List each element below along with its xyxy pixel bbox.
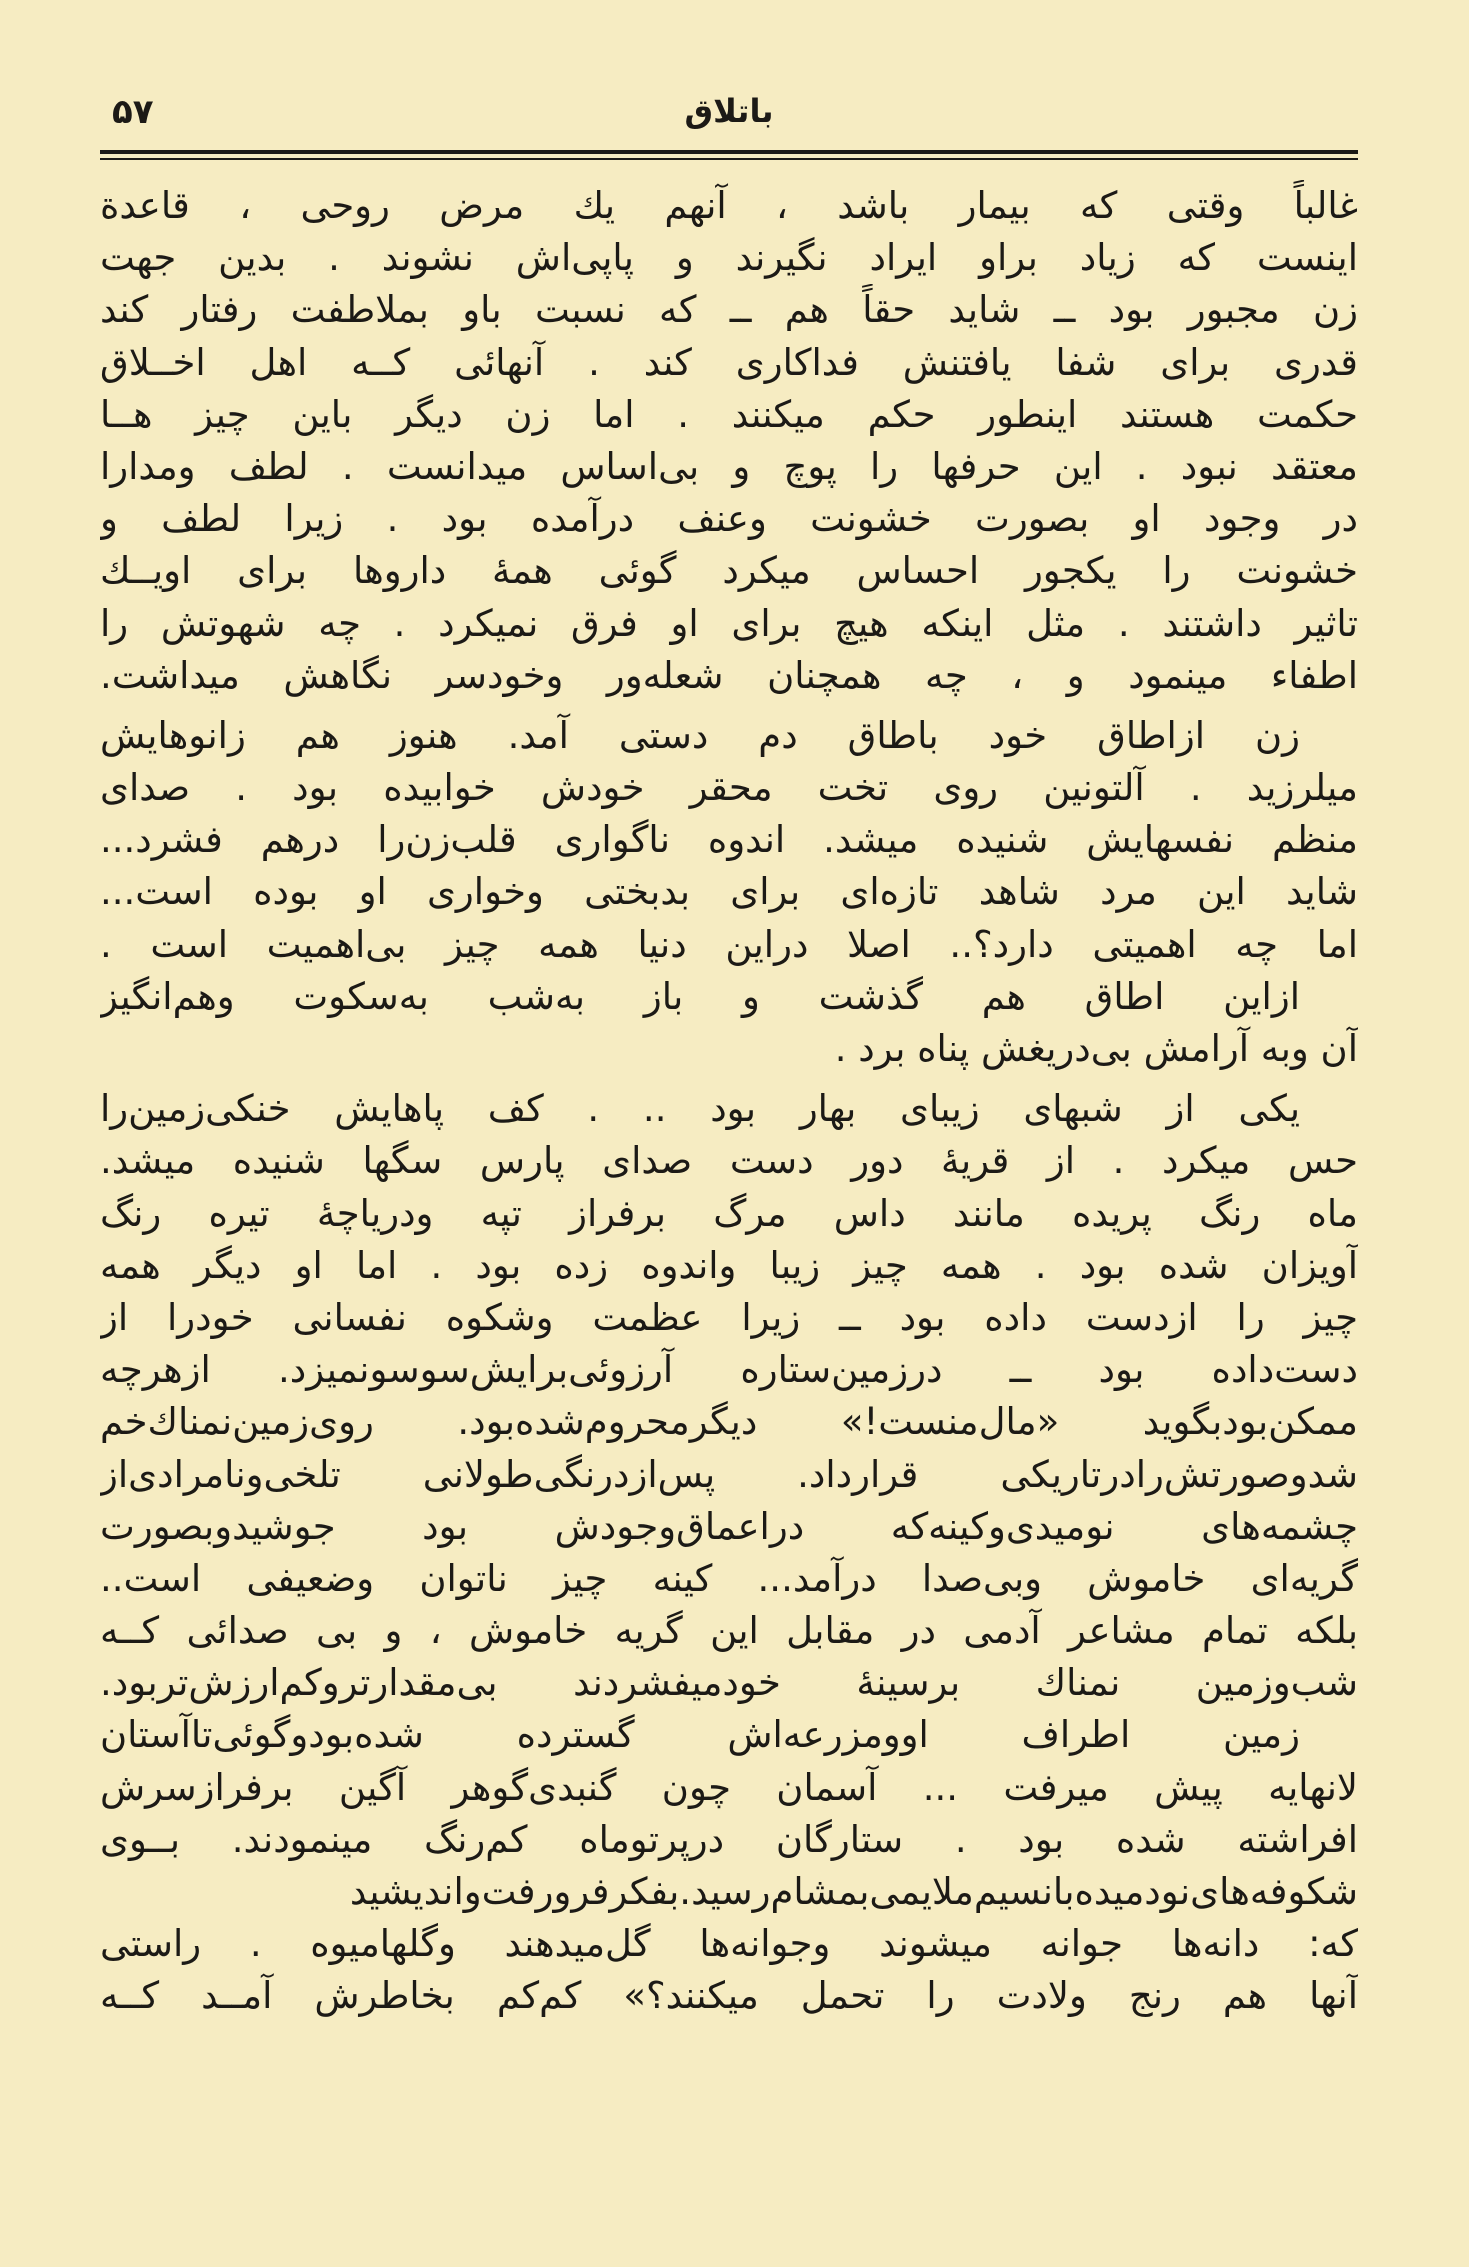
- header-rule-thin: [100, 158, 1358, 160]
- text-line: یکی از شبهای زیبای بهار بود .. . کف پاهایش خنکی‌زمین‌را: [100, 1087, 1300, 1131]
- text-line: چشمه‌های نومیدی‌وکینه‌که دراعماق‌وجودش بود جوشیدوبصورت: [100, 1504, 1358, 1548]
- text-line: آن وبه آرامش بی‌دریغش پناه برد .: [834, 1027, 1358, 1070]
- page-header: [100, 92, 1358, 152]
- text-line: آنها هم رنج ولادت را تحمل میکنند؟» کم‌کم بخاطرش آمــد کــه: [100, 1974, 1358, 2018]
- paragraph-gap: [100, 1075, 1358, 1083]
- text-line: لانهایه پیش میرفت ... آسمان چون گنبدی‌گوهر آگین برفرازسرش: [100, 1765, 1358, 1809]
- text-line: قدری برای شفا یافتنش فداکاری کند . آنهائی کــه اهل اخــلاق: [100, 340, 1358, 384]
- text-line: آویزان شده بود . همه چیز زیبا واندوه زده بود . اما او دیگر همه: [100, 1243, 1358, 1287]
- text-line: اما چه اهمیتی دارد؟.. اصلا دراین دنیا همه چیز بی‌اهمیت است .: [100, 922, 1358, 966]
- text-line: حس میکرد . از قریهٔ دور دست صدای پارس سگها شنیده میشد.: [100, 1139, 1358, 1183]
- text-line: زن مجبور بود ــ شاید حقاً هم ــ که نسبت باو بملاطفت رفتار کند: [100, 288, 1358, 332]
- text-line: افراشته شده بود . ستارگان درپرتوماه کم‌رنگ مینمودند. بــوی: [100, 1817, 1358, 1861]
- text-line: ازاین اطاق هم گذشت و باز به‌شب به‌سکوت وهم‌انگیز: [100, 974, 1300, 1018]
- text-line: اطفاء مینمود و ، چه همچنان شعله‌ور وخودسر نگاهش میداشت.: [100, 653, 1358, 697]
- text-line: بلکه تمام مشاعر آدمی در مقابل این گریه خاموش ، و بی صدائی کــه: [100, 1609, 1358, 1653]
- text-line: شب‌وزمین نمناك برسینهٔ خودمیفشردند بی‌مقدارتروکم‌ارزش‌تربود.: [100, 1661, 1358, 1705]
- running-title: باتلاق: [684, 92, 774, 130]
- text-line: شاید این مرد شاهد تازه‌ای برای بدبختی وخواری او بوده است...: [100, 870, 1358, 914]
- text-line: ماه رنگ پریده مانند داس مرگ برفراز تپه ودریاچهٔ تیره رنگ: [100, 1191, 1358, 1235]
- text-line: تاثیر داشتند . مثل اینکه هیچ برای او فرق نمیکرد . چه شهوتش را: [100, 601, 1358, 645]
- text-line: غالباً وقتی که بیمار باشد ، آنهم یك مرض روحی ، قاعدة: [100, 184, 1358, 227]
- text-line: در وجود او بصورت خشونت وعنف درآمده بود . زیرا لطف و: [100, 497, 1358, 541]
- body-text: [100, 180, 1358, 2023]
- text-line: زمین اطراف اوومزرعه‌اش گسترده شده‌بودوگوئی‌تاآستان: [100, 1713, 1300, 1757]
- text-line: گریه‌ای خاموش وبی‌صدا درآمد... کینه چیز ناتوان وضعیفی است..: [100, 1556, 1358, 1600]
- text-line: معتقد نبود . این حرفها را پوچ و بی‌اساس میدانست . لطف ومدارا: [100, 444, 1358, 488]
- text-line: میلرزید . آلتونین روی تخت محقر خودش خوابیده بود . صدای: [100, 766, 1358, 810]
- text-line: ممکن‌بودبگوید «مال‌منست!» دیگرمحروم‌شده‌بود. روی‌زمین‌نمناك‌خم: [100, 1400, 1358, 1444]
- text-line: چیز را ازدست داده بود ــ زیرا عظمت وشکوه نفسانی خودرا از: [100, 1295, 1358, 1339]
- text-line: شکوفه‌های‌نودمیده‌بانسیم‌ملایمی‌بمشام‌رسید.بفکرفرورفت‌واندیشید: [349, 1870, 1358, 1913]
- text-line: که: دانه‌ها جوانه میشوند وجوانه‌ها گل‌میدهند وگلهامیوه . راستی: [100, 1922, 1358, 1966]
- page-number: ۵۷: [112, 92, 154, 132]
- paragraph-gap: [100, 702, 1358, 710]
- text-line: دست‌داده بود ــ درزمین‌ستاره آرزوئی‌برایش‌سوسونمیزد. ازهرچه: [100, 1348, 1358, 1392]
- text-line: حکمت هستند اینطور حکم میکنند . اما زن دیگر باین چیز هــا: [100, 392, 1358, 436]
- text-line: زن ازاطاق خود باطاق دم دستی آمد. هنوز هم زانوهایش: [100, 713, 1300, 757]
- text-line: خشونت را یکجور احساس میکرد گوئی همهٔ داروها برای اویــك: [100, 549, 1358, 593]
- header-rule-thick: [100, 150, 1358, 154]
- text-line: شدوصورتش‌رادرتاریکی قرارداد. پس‌ازدرنگی‌طولانی تلخی‌ونامرادی‌از: [100, 1452, 1358, 1496]
- text-line: منظم نفسهایش شنیده میشد. اندوه ناگواری قلب‌زن‌را درهم فشرد...: [100, 818, 1358, 862]
- text-line: اینست که زیاد براو ایراد نگیرند و پاپی‌اش نشوند . بدین جهت: [100, 236, 1358, 280]
